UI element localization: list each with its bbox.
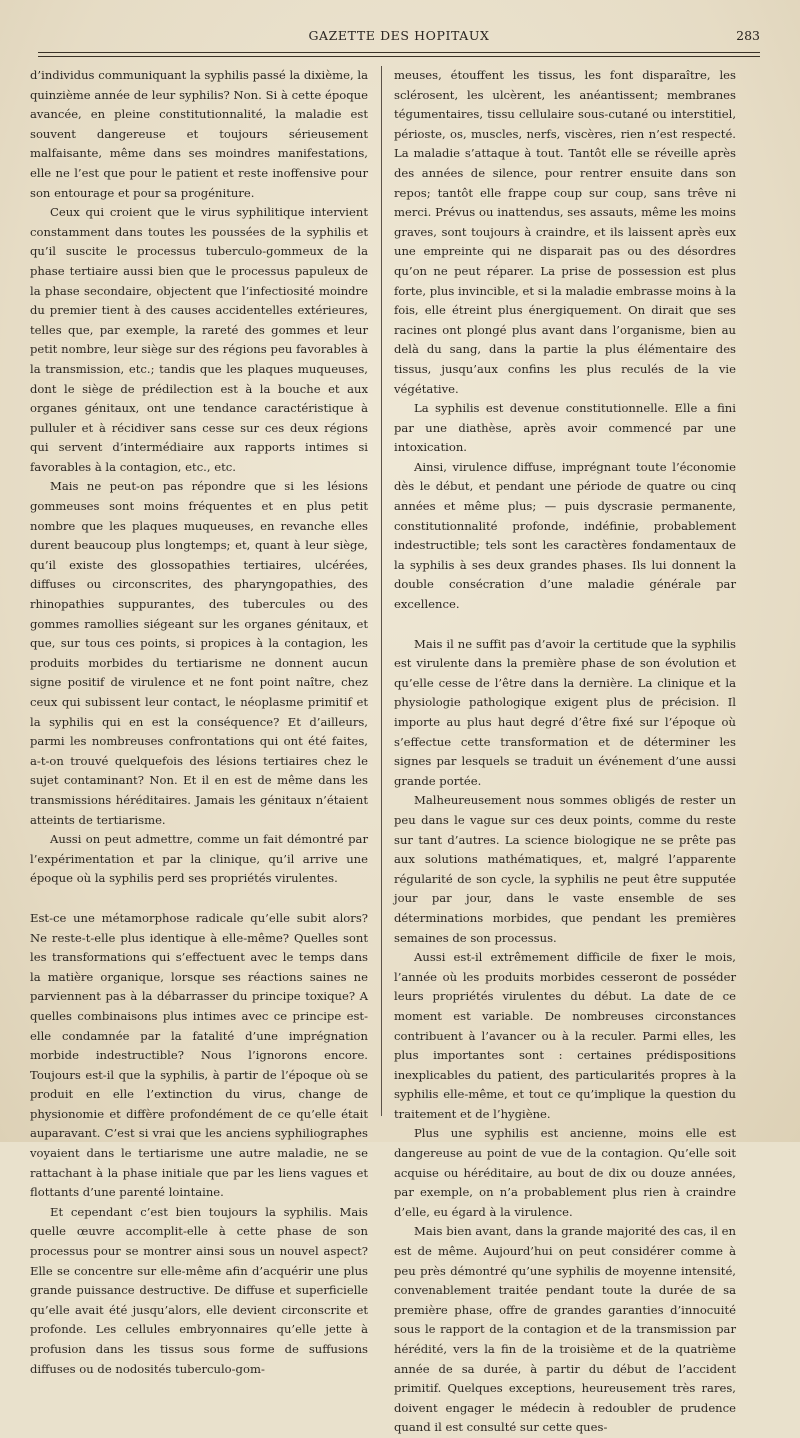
- header-rule-thick: [38, 52, 760, 53]
- header-rule-thin: [38, 56, 760, 57]
- paragraph: Ainsi, virulence diffuse, imprégnant toute l’économie dès le début, et pendant une période de quatre ou cinq années et même plus; — puis dyscrasie permanente, constitutionnalité profonde, indéfinie, probablement indestructible; tels sont les caractères fondamentaux de la syphilis à ses deux grandes phases. Ils lui donnent la double consécration d’une maladie générale par excellence.: [394, 459, 736, 612]
- paragraph: La syphilis est devenue constitutionnelle. Elle a fini par une diathèse, après avoir commencé par une intoxication.: [394, 401, 736, 455]
- right-column: [394, 66, 736, 1435]
- paragraph: Ceux qui croient que le virus syphilitique intervient constamment dans toutes les poussées de la syphilis et qu’il suscite le processus tuberculo-gommeux de la phase tertiaire aussi bien que le processus papuleux de la phase secondaire, objectent que l’infectiosité moindre du premier tient à des causes accidentelles extérieures, telles que, par exemple, la rareté des gommes et leur petit nombre, leur siège sur des régions peu favorables à la transmission, etc.; tandis que les plaques muqueuses, dont le siège de prédilection est à la bouche et aux organes génitaux, ont une tendance caractéristique à pulluler et à récidiver sans cesse sur ces deux régions qui servent d’intermédiaire aux rapports intimes si favorables à la contagion, etc., etc.: [30, 205, 368, 474]
- paragraph: Aussi on peut admettre, comme un fait démontré par l’expérimentation et par la clinique, qu’il arrive une époque où la syphilis perd ses propriétés virulentes.: [30, 832, 368, 886]
- paragraph: Mais il ne suffit pas d’avoir la certitude que la syphilis est virulente dans la première phase de son évolution et qu’elle cesse de l’être dans la dernière. La clinique et la physiologie pathologique exigent plus de précision. Il importe au plus haut degré d’être fixé sur l’époque où s’effectue cette transformation et de déterminer les signes par lesquels se traduit un événement d’une aussi grande portée.: [394, 636, 736, 788]
- page-number: 283: [736, 28, 760, 43]
- page-header: [38, 28, 760, 48]
- left-column: [30, 66, 368, 1376]
- paragraph: Et cependant c’est bien toujours la syphilis. Mais quelle œuvre accomplit-elle à cette phase de son processus pour se montrer ainsi sous un nouvel aspect? Elle se concentre sur elle-même afin d’acquérir une plus grande puissance destructive. De diffuse et superficielle qu’elle avait été jusqu’alors, elle devient circonscrite et profonde. Les cellules embryonnaires qu’elle jette à profusion dans les tissus sous forme de suffusions diffuses ou de nodosités tuberculo-gom-: [30, 1204, 368, 1376]
- paragraph: d’individus communiquant la syphilis passé la dixième, la quinzième année de leur syphilis? Non. Si à cette époque avancée, en pleine constitutionnalité, la maladie est souvent dangereuse et toujours sérieusement malfaisante, même dans ses moindres manifestations, elle ne l’est que pour le patient et reste inoffensive pour son entourage et pour sa progéniture.: [30, 68, 368, 200]
- paragraph: Malheureusement nous sommes obligés de rester un peu dans le vague sur ces deux points, comme du reste sur tant d’autres. La science biologique ne se prête pas aux solutions mathématiques, et, malgré l’apparente régularité de son cycle, la syphilis ne peut être supputée jour par jour, dans le vaste ensemble de ses déterminations morbides, que pendant les premières semaines de son processus.: [394, 793, 736, 945]
- column-divider: [381, 66, 382, 1116]
- paragraph: Est-ce une métamorphose radicale qu’elle subit alors? Ne reste-t-elle plus identique à elle-même? Quelles sont les transformations qui s’effectuent avec le temps dans la matière organique, lorsque ses réactions saines ne parviennent pas à la débarrasser du principe toxique? A quelles combinaisons plus intimes avec ce principe est-elle condamnée par la fatalité d’une imprégnation morbide indestructible? Nous l’ignorons encore. Toujours est-il que la syphilis, à partir de l’époque où se produit en elle l’extinction du virus, change de physionomie et diffère profondément de ce qu’elle était auparavant. C’est si vrai que les anciens syphiliographes voyaient dans le tertiarisme une autre maladie, ne se rattachant à la phase initiale que par les liens vagues et flottants d’une parenté lointaine.: [30, 910, 368, 1200]
- paragraph: Mais bien avant, dans la grande majorité des cas, il en est de même. Aujourd’hui on peut considérer comme à peu près démontré qu’une syphilis de moyenne intensité, convenablement traitée pendant toute la durée de sa première phase, offre de grandes garanties d’innocuité sous le rapport de la contagion et de la transmission par hérédité, vers la fin de la troisième et de la quatrième année de sa durée, à partir du début de l’accident primitif. Quelques exceptions, heureusement très rares, doivent engager le médecin à redoubler de prudence quand il est consulté sur cette ques-: [394, 1224, 736, 1435]
- paragraph: Aussi est-il extrêmement difficile de fixer le mois, l’année où les produits morbides cesseront de posséder leurs propriétés virulentes du début. La date de ce moment est variable. De nombreuses circonstances contribuent à l’avancer ou à la reculer. Parmi elles, les plus importantes sont : certaines prédispositions inexplicables du patient, des particularités propres à la syphilis elle-même, et tout ce qu’implique la question du traitement et de l’hygiène.: [394, 950, 736, 1121]
- paragraph: Plus une syphilis est ancienne, moins elle est dangereuse au point de vue de la contagion. Qu’elle soit acquise ou héréditaire, au bout de dix ou douze années, par exemple, on n’a probablement plus rien à craindre d’elle, eu égard à la virulence.: [394, 1126, 736, 1219]
- paragraph: Mais ne peut-on pas répondre que si les lésions gommeuses sont moins fréquentes et en plus petit nombre que les plaques muqueuses, en revanche elles durent beaucoup plus longtemps; et, quant à leur siège, qu’il existe des glossopathies tertiaires, ulcérées, diffuses ou circonscrites, des pharyngopathies, des rhinopathies suppurantes, des tubercules ou des gommes ramollies siégeant sur les organes génitaux, et que, sur tous ces points, si propices à la contagion, les produits morbides du tertiarisme ne donnent aucun signe positif de virulence et ne font point naître, chez ceux qui subissent leur contact, le néoplasme primitif et la syphilis qui en est la conséquence? Et d’ailleurs, parmi les nombreuses confrontations qui ont été faites, a-t-on trouvé quelquefois des lésions tertiaires chez le sujet contaminant? Non. Et il en est de même dans les transmissions héréditaires. Jamais les génitaux n’étaient atteints de tertiarisme.: [30, 479, 368, 827]
- paragraph: meuses, étouffent les tissus, les font disparaître, les sclérosent, les ulcèrent, les anéantissent; membranes tégumentaires, tissu cellulaire sous-cutané ou interstitiel, périoste, os, muscles, nerfs, viscères, rien n’est respecté. La maladie s’attaque à tout. Tantôt elle se réveille après des années de silence, pour rentrer ensuite dans son repos; tantôt elle frappe coup sur coup, sans trêve ni merci. Prévus ou inattendus, ses assauts, même les moins graves, sont toujours à craindre, et ils laissent après eux une empreinte qui ne disparait pas ou des désordres qu’on ne peut réparer. La prise de possession est plus forte, plus invincible, et si la maladie embrasse moins à la fois, elle étreint plus énergiquement. On dirait que ses racines ont plongé plus avant dans l’organisme, bien au delà du sang, dans la partie la plus élémentaire des tissus, jusqu’aux confins les plus reculés de la vie végétative.: [394, 68, 736, 396]
- journal-title: GAZETTE DES HOPITAUX: [308, 28, 490, 43]
